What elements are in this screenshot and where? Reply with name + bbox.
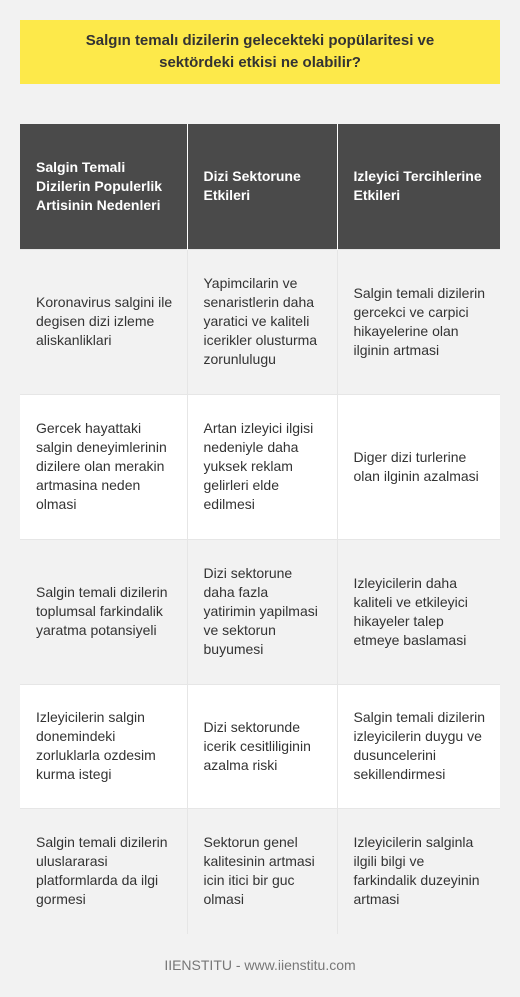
table-cell: Izleyicilerin salginla ilgili bilgi ve farkindalik duzeyinin artmasi [337,808,500,934]
table-cell: Izleyicilerin daha kaliteli ve etkileyici hikayeler talep etmeye baslamasi [337,539,500,684]
table-cell: Izleyicilerin salgin donemindeki zorluklarla ozdesim kurma istegi [20,684,187,808]
table-cell: Gercek hayattaki salgin deneyimlerinin dizilere olan merakin artmasina neden olmasi [20,394,187,539]
table-row [20,539,500,684]
table-cell: Salgin temali dizilerin toplumsal farkindalik yaratma potansiyeli [20,539,187,684]
table-cell: Sektorun genel kalitesinin artmasi icin itici bir guc olmasi [187,808,337,934]
table-cell: Koronavirus salgini ile degisen dizi izleme aliskanliklari [20,249,187,394]
title-banner [20,20,500,84]
table-row [20,249,500,394]
column-header: Izleyici Tercihlerine Etkileri [337,124,500,249]
page-title: Salgın temalı dizilerin gelecekteki popülaritesi ve sektördeki etkisi ne olabilir? [85,32,435,71]
table-header-row [20,124,500,249]
table-cell: Diger dizi turlerine olan ilginin azalmasi [337,394,500,539]
footer-credit: IIENSTITU - www.iienstitu.com [164,957,356,973]
table-cell: Dizi sektorune daha fazla yatirimin yapilmasi ve sektorun buyumesi [187,539,337,684]
table-row [20,684,500,808]
table-cell: Salgin temali dizilerin gercekci ve carpici hikayelerine olan ilginin artmasi [337,249,500,394]
table-cell: Salgin temali dizilerin izleyicilerin duygu ve dusuncelerini sekillendirmesi [337,684,500,808]
column-header: Salgin Temali Dizilerin Populerlik Artisinin Nedenleri [20,124,187,249]
column-header: Dizi Sektorune Etkileri [187,124,337,249]
table-cell: Artan izleyici ilgisi nedeniyle daha yuksek reklam gelirleri elde edilmesi [187,394,337,539]
table-row [20,394,500,539]
table-cell: Dizi sektorunde icerik cesitliliginin azalma riski [187,684,337,808]
comparison-table [20,124,500,934]
table-row [20,808,500,934]
table-cell: Salgin temali dizilerin uluslararasi platformlarda da ilgi gormesi [20,808,187,934]
table-cell: Yapimcilarin ve senaristlerin daha yaratici ve kaliteli icerikler olusturma zorunlulugu [187,249,337,394]
